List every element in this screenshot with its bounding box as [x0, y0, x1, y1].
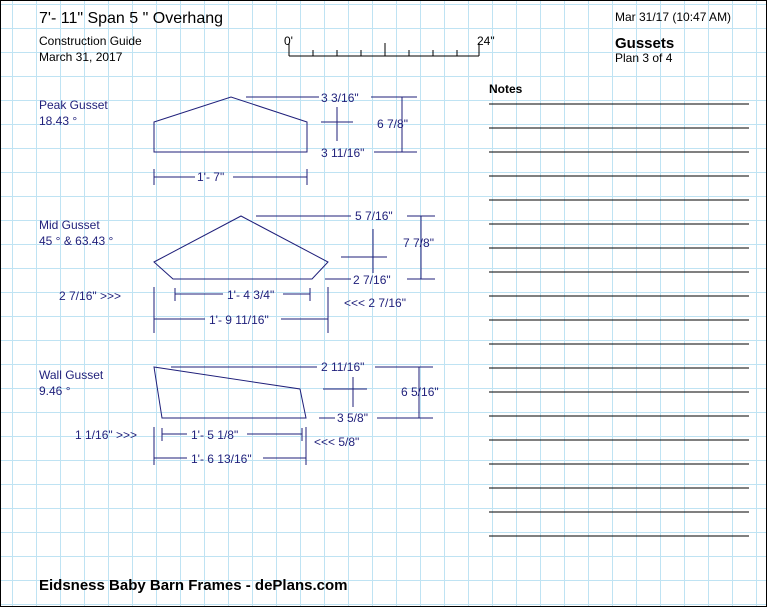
peak-gusset-dim-top: 3 3/16"	[321, 91, 359, 105]
wall-gusset-label: Wall Gusset	[39, 368, 104, 382]
wall-gusset-dim-height: 6 5/16"	[401, 385, 439, 399]
wall-gusset-shape	[154, 367, 306, 418]
plan-title: 7'- 11" Span 5 " Overhang	[39, 10, 224, 27]
peak-gusset-dim-height: 6 7/8"	[377, 117, 408, 131]
scale-bar	[289, 43, 479, 56]
mid-gusset-dim-bottom: 2 7/16"	[353, 273, 391, 287]
mid-gusset-dim-top: 5 7/16"	[355, 209, 393, 223]
wall-gusset-dimensions	[154, 367, 433, 465]
notes-label: Notes	[489, 82, 523, 96]
scale-end-label: 24"	[477, 34, 495, 48]
mid-gusset-label: Mid Gusset	[39, 218, 100, 232]
peak-gusset-dim-width: 1'- 7"	[197, 170, 225, 184]
scale-start-label: 0'	[284, 34, 293, 48]
wall-gusset-angle: 9.46 °	[39, 384, 71, 398]
wall-gusset-dim-left: 1 1/16" >>>	[75, 428, 137, 442]
peak-gusset-shape	[154, 97, 307, 152]
mid-gusset-dim-left: 2 7/16" >>>	[59, 289, 121, 303]
mid-gusset-angle: 45 ° & 63.43 °	[39, 234, 114, 248]
footer-brand: Eidsness Baby Barn Frames - dePlans.com	[39, 577, 348, 594]
peak-gusset-dimensions	[154, 97, 417, 185]
wall-gusset-dim-inner-width: 1'- 5 1/8"	[191, 428, 239, 442]
wall-gusset-dim-width: 1'- 6 13/16"	[191, 452, 252, 466]
wall-gusset-dim-top: 2 11/16"	[321, 360, 365, 374]
mid-gusset-dim-width: 1'- 9 11/16"	[209, 313, 269, 327]
plan-number: Plan 3 of 4	[615, 51, 673, 65]
mid-gusset-shape	[154, 216, 328, 279]
peak-gusset-angle: 18.43 °	[39, 114, 78, 128]
wall-gusset-dim-right: <<< 5/8"	[314, 435, 360, 449]
mid-gusset-dim-right: <<< 2 7/16"	[344, 296, 406, 310]
mid-gusset-dim-inner-width: 1'- 4 3/4"	[227, 288, 275, 302]
section-title: Gussets	[615, 35, 675, 52]
notes-lines	[489, 104, 749, 536]
wall-gusset-dim-bottom: 3 5/8"	[337, 411, 368, 425]
print-timestamp: Mar 31/17 (10:47 AM)	[615, 10, 732, 24]
plan-subtitle: Construction Guide	[39, 34, 142, 48]
mid-gusset-dim-height: 7 7/8"	[403, 236, 434, 250]
peak-gusset-label: Peak Gusset	[39, 98, 108, 112]
mid-gusset-dimensions	[154, 216, 435, 333]
peak-gusset-dim-bottom: 3 11/16"	[321, 146, 365, 160]
plan-date: March 31, 2017	[39, 50, 123, 64]
